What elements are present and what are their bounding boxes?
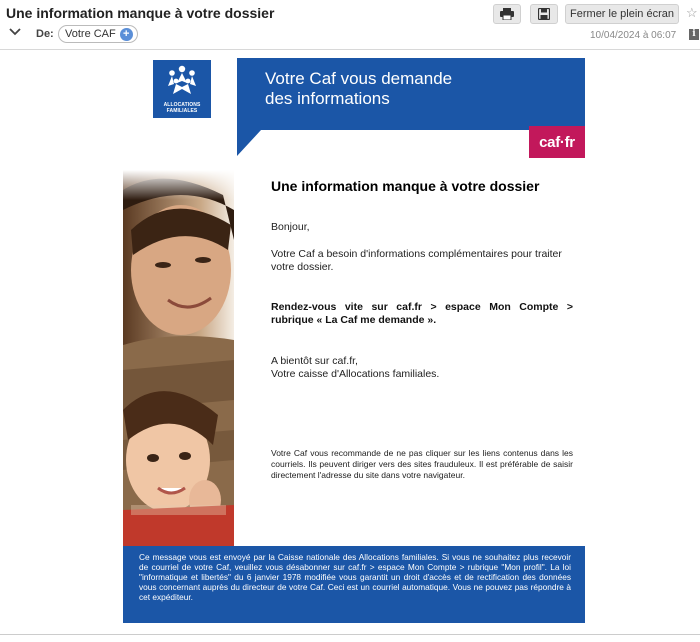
info-icon[interactable]: i xyxy=(689,29,699,40)
caf-logo xyxy=(153,60,211,118)
sender-chip[interactable] xyxy=(58,25,138,43)
logo-text: ALLOCATIONS FAMILIALES xyxy=(163,102,201,114)
legal-footer: Ce message vous est envoyé par la Caisse nationale des Allocations familiales. Si vous ne souhaitez plus recevoir de courriel de votre Caf, veuillez vous désabonner sur caf.fr > espace Mon Compte > rubrique "Mon profil". La loi "informatique et libertés" du 6 janvier 1978 modifiée vous garantit un droit d'accès et de rectification des données vous concernant auprès du directeur de votre Caf. Ceci est un courriel automatique. Vous ne pouvez pas répondre à cet expéditeur. xyxy=(123,546,585,623)
floppy-disk-icon xyxy=(538,8,550,20)
body-text: Votre Caf a besoin d'informations complémentaires pour traiter votre dossier. xyxy=(271,248,562,273)
print-button[interactable] xyxy=(493,4,521,24)
family-logo-icon xyxy=(162,64,202,98)
exit-fullscreen-button[interactable]: Fermer le plein écran xyxy=(565,4,679,24)
family-photo xyxy=(123,170,234,547)
add-contact-icon[interactable]: + xyxy=(120,28,133,41)
email-body xyxy=(123,58,585,623)
security-warning: Votre Caf vous recommande de ne pas cliquer sur les liens contenus dans les courriels. Ils peuvent diriger vers des sites frauduleux. Il est préférable de saisir directement l'adresse du site dans votre navigateur. xyxy=(271,448,573,480)
sender-name: Votre CAF xyxy=(65,28,116,40)
closing-line-2: Votre caisse d'Allocations familiales. xyxy=(271,368,440,380)
message-header xyxy=(0,0,700,50)
chevron-down-icon[interactable] xyxy=(9,26,21,38)
banner-heading: Votre Caf vous demande des informations xyxy=(265,69,453,108)
closing-line-1: A bientôt sur caf.fr, xyxy=(271,355,358,367)
cafr-logo: caf·fr xyxy=(529,126,585,158)
from-label: De: xyxy=(36,28,54,40)
message-date: 10/04/2024 à 06:07 xyxy=(590,30,677,41)
divider xyxy=(0,634,700,635)
call-to-action: Rendez-vous vite sur caf.fr > espace Mon Compte > rubrique « La Caf me demande ». xyxy=(271,301,573,326)
save-button[interactable] xyxy=(530,4,558,24)
message-content xyxy=(271,178,573,481)
email-title: Une information manque à votre dossier xyxy=(271,178,540,194)
star-icon[interactable]: ☆ xyxy=(686,5,698,20)
printer-icon xyxy=(500,8,514,20)
greeting: Bonjour, xyxy=(271,221,310,233)
message-subject: Une information manque à votre dossier xyxy=(6,5,275,21)
